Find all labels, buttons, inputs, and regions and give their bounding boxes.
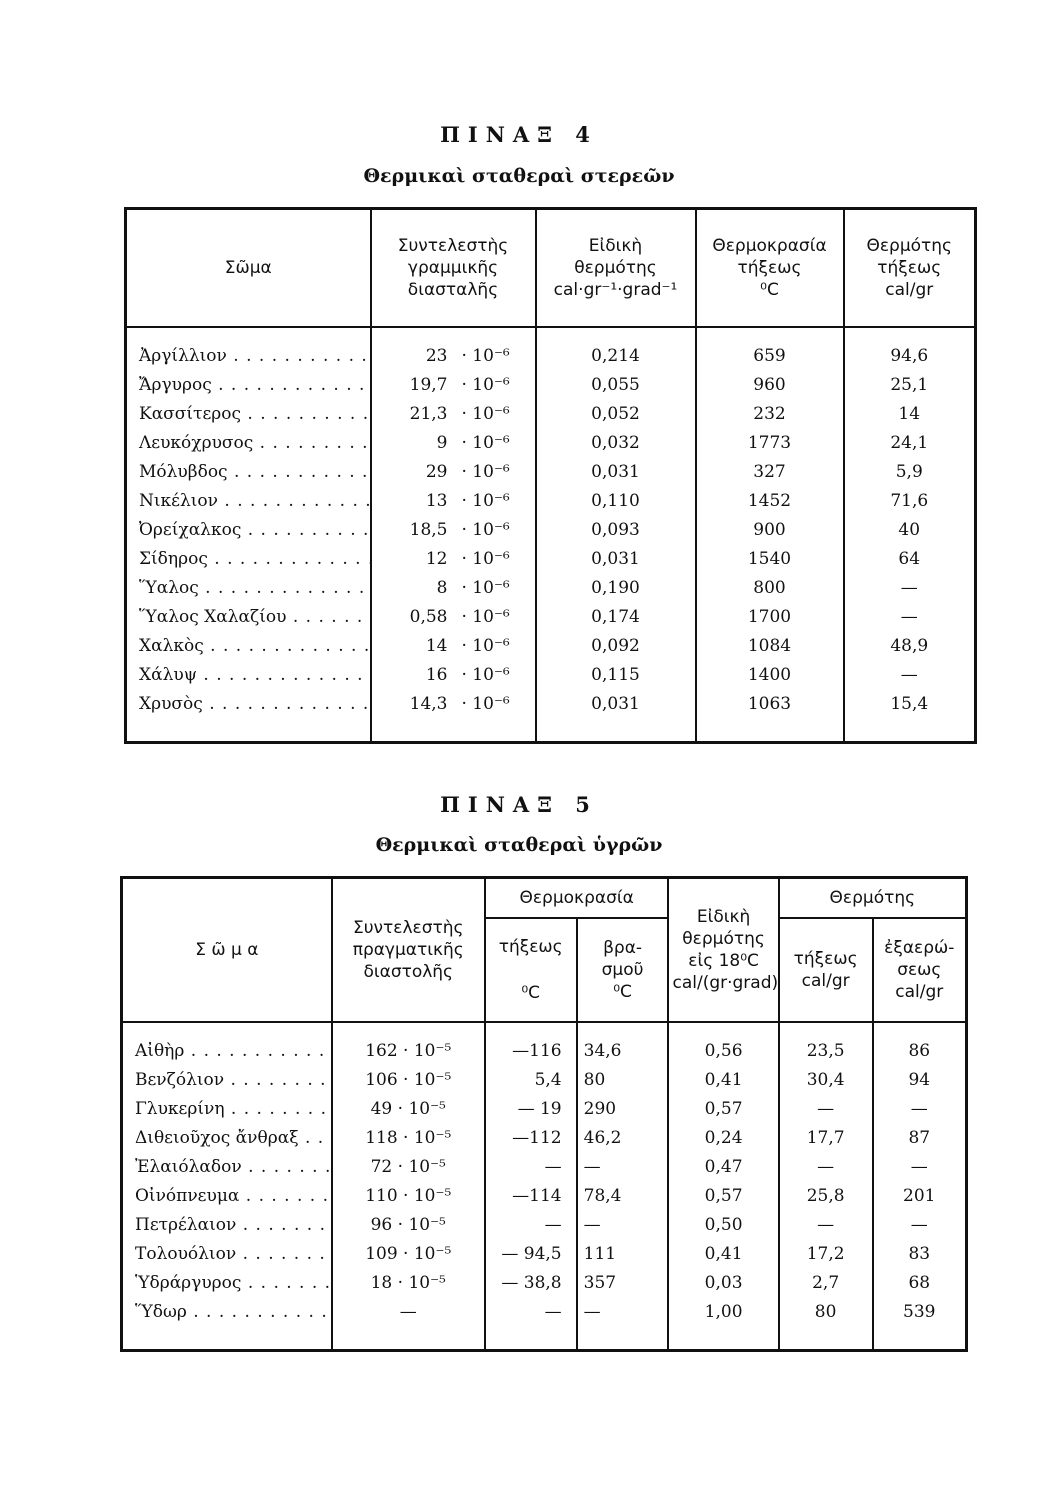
coefficient-value: 14,3 xyxy=(409,694,448,714)
specific-heat: 0,41 xyxy=(668,1066,778,1095)
table-row xyxy=(126,400,976,429)
specific-heat: 0,214 xyxy=(536,327,696,371)
boiling-temperature: 111 xyxy=(577,1240,669,1269)
table-row xyxy=(126,632,976,661)
substance-name: Γλυκερίνη . . . xyxy=(122,1095,332,1124)
table-row xyxy=(122,1124,967,1153)
table-row xyxy=(122,1095,967,1124)
melting-temperature: 1700 xyxy=(696,603,844,632)
heat-of-fusion: 80 xyxy=(779,1298,873,1351)
heat-of-vaporization: 86 xyxy=(873,1022,967,1066)
heat-of-vaporization: — xyxy=(873,1153,967,1182)
table5-title: ΠΙΝΑΞ 5 xyxy=(440,792,598,817)
expansion-coefficient xyxy=(371,545,536,574)
table4-title: ΠΙΝΑΞ 4 xyxy=(440,122,598,147)
heat-of-fusion: 64 xyxy=(844,545,976,574)
heat-of-fusion: — xyxy=(844,603,976,632)
heat-of-vaporization: 68 xyxy=(873,1269,967,1298)
substance-name: Ἀργίλλιον . . . xyxy=(126,327,371,371)
specific-heat: 0,052 xyxy=(536,400,696,429)
specific-heat: 0,092 xyxy=(536,632,696,661)
specific-heat: 0,57 xyxy=(668,1182,778,1211)
expansion-coefficient xyxy=(371,574,536,603)
heat-of-fusion: 25,8 xyxy=(779,1182,873,1211)
substance-name: Πετρέλαιον . . . xyxy=(122,1211,332,1240)
substance-name: Ἐλαιόλαδον . . . xyxy=(122,1153,332,1182)
table-row xyxy=(126,371,976,400)
heat-of-fusion: 17,7 xyxy=(779,1124,873,1153)
expansion-coefficient xyxy=(371,400,536,429)
coefficient-exponent: · 10⁻⁶ xyxy=(461,462,510,482)
coefficient-exponent: · 10⁻⁶ xyxy=(461,607,510,627)
table5-header-melt-heat: τήξεως cal/gr xyxy=(779,918,873,1022)
specific-heat: 0,56 xyxy=(668,1022,778,1066)
specific-heat: 0,57 xyxy=(668,1095,778,1124)
melting-temperature: 1773 xyxy=(696,429,844,458)
heat-of-fusion: 17,2 xyxy=(779,1240,873,1269)
coefficient-value: 29 xyxy=(425,462,448,482)
melting-temperature: 1063 xyxy=(696,690,844,743)
specific-heat: 0,032 xyxy=(536,429,696,458)
substance-name: Λευκόχρυσος . . . xyxy=(126,429,371,458)
heat-of-vaporization: 201 xyxy=(873,1182,967,1211)
heat-of-vaporization: 83 xyxy=(873,1240,967,1269)
expansion-coefficient: — xyxy=(332,1298,485,1351)
expansion-coefficient xyxy=(371,327,536,371)
table-row xyxy=(126,458,976,487)
specific-heat: 0,031 xyxy=(536,545,696,574)
coefficient-value: 9 xyxy=(436,433,448,453)
melting-temperature: —116 xyxy=(485,1022,577,1066)
coefficient-exponent: · 10⁻⁶ xyxy=(461,375,510,395)
table-row xyxy=(126,429,976,458)
expansion-coefficient: 18 · 10⁻⁵ xyxy=(332,1269,485,1298)
substance-name: Βενζόλιον . . . xyxy=(122,1066,332,1095)
coefficient-value: 8 xyxy=(436,578,448,598)
substance-name: Ἄργυρος . . . xyxy=(126,371,371,400)
table-row xyxy=(126,574,976,603)
melting-temperature: 659 xyxy=(696,327,844,371)
heat-of-fusion: 14 xyxy=(844,400,976,429)
coefficient-exponent: · 10⁻⁶ xyxy=(461,433,510,453)
heat-of-vaporization: — xyxy=(873,1095,967,1124)
table5-header-evap-heat: ἐξαερώ- σεως cal/gr xyxy=(873,918,967,1022)
coefficient-value: 12 xyxy=(425,549,448,569)
table5-header-specific-heat: Εἰδικὴ θερμότης εἰς 18⁰C cal/(gr·grad) xyxy=(668,878,778,1022)
specific-heat: 0,03 xyxy=(668,1269,778,1298)
table4-header-melt-temp: Θερμοκρασία τήξεως ⁰C xyxy=(696,209,844,327)
table-row xyxy=(122,1066,967,1095)
table-row xyxy=(126,690,976,743)
heat-of-fusion: 25,1 xyxy=(844,371,976,400)
table4-header-expansion: Συντελεστὴς γραμμικῆς διασταλῆς xyxy=(371,209,536,327)
table4 xyxy=(124,207,977,744)
heat-of-fusion: 15,4 xyxy=(844,690,976,743)
expansion-coefficient: 162 · 10⁻⁵ xyxy=(332,1022,485,1066)
expansion-coefficient: 106 · 10⁻⁵ xyxy=(332,1066,485,1095)
table-row xyxy=(126,603,976,632)
coefficient-value: 0,58 xyxy=(409,607,448,627)
substance-name: Κασσίτερος . . . xyxy=(126,400,371,429)
melting-temperature: 1540 xyxy=(696,545,844,574)
table-row xyxy=(122,1182,967,1211)
coefficient-value: 21,3 xyxy=(409,404,448,424)
table-row xyxy=(122,1022,967,1066)
substance-name: Ὕαλος Χαλαζίου . . . xyxy=(126,603,371,632)
specific-heat: 0,190 xyxy=(536,574,696,603)
melting-temperature: 960 xyxy=(696,371,844,400)
table-row xyxy=(126,516,976,545)
melting-temperature: — xyxy=(485,1153,577,1182)
substance-name: Χαλκὸς . . . xyxy=(126,632,371,661)
specific-heat: 0,174 xyxy=(536,603,696,632)
boiling-temperature: 357 xyxy=(577,1269,669,1298)
heat-of-fusion: 94,6 xyxy=(844,327,976,371)
melting-temperature: — xyxy=(485,1298,577,1351)
coefficient-exponent: · 10⁻⁶ xyxy=(461,694,510,714)
heat-of-fusion: 71,6 xyxy=(844,487,976,516)
specific-heat: 0,031 xyxy=(536,458,696,487)
melting-temperature: —112 xyxy=(485,1124,577,1153)
boiling-temperature: 290 xyxy=(577,1095,669,1124)
heat-of-fusion: 40 xyxy=(844,516,976,545)
coefficient-exponent: · 10⁻⁶ xyxy=(461,346,510,366)
table4-subtitle: Θερμικαὶ σταθεραὶ στερεῶν xyxy=(363,165,675,187)
melting-temperature: 1452 xyxy=(696,487,844,516)
expansion-coefficient xyxy=(371,458,536,487)
melting-temperature: — 19 xyxy=(485,1095,577,1124)
substance-name: Χρυσὸς . . . xyxy=(126,690,371,743)
melting-temperature: 900 xyxy=(696,516,844,545)
expansion-coefficient xyxy=(371,661,536,690)
table-row xyxy=(122,1211,967,1240)
expansion-coefficient: 109 · 10⁻⁵ xyxy=(332,1240,485,1269)
table-row xyxy=(122,1153,967,1182)
specific-heat: 0,50 xyxy=(668,1211,778,1240)
specific-heat: 0,115 xyxy=(536,661,696,690)
melting-temperature: 327 xyxy=(696,458,844,487)
heat-of-vaporization: — xyxy=(873,1211,967,1240)
melting-temperature: — 94,5 xyxy=(485,1240,577,1269)
table-row xyxy=(126,661,976,690)
expansion-coefficient: 49 · 10⁻⁵ xyxy=(332,1095,485,1124)
coefficient-value: 14 xyxy=(425,636,448,656)
melting-temperature: 1400 xyxy=(696,661,844,690)
specific-heat: 0,47 xyxy=(668,1153,778,1182)
heat-of-vaporization: 539 xyxy=(873,1298,967,1351)
coefficient-exponent: · 10⁻⁶ xyxy=(461,520,510,540)
melting-temperature: 1084 xyxy=(696,632,844,661)
expansion-coefficient xyxy=(371,371,536,400)
substance-name: Μόλυβδος . . . xyxy=(126,458,371,487)
coefficient-value: 23 xyxy=(425,346,448,366)
specific-heat: 0,031 xyxy=(536,690,696,743)
heat-of-fusion: — xyxy=(779,1153,873,1182)
coefficient-exponent: · 10⁻⁶ xyxy=(461,404,510,424)
expansion-coefficient: 72 · 10⁻⁵ xyxy=(332,1153,485,1182)
boiling-temperature: 80 xyxy=(577,1066,669,1095)
heat-of-fusion: 23,5 xyxy=(779,1022,873,1066)
coefficient-value: 18,5 xyxy=(409,520,448,540)
substance-name: Ὕδωρ . . . xyxy=(122,1298,332,1351)
specific-heat: 0,110 xyxy=(536,487,696,516)
specific-heat: 0,055 xyxy=(536,371,696,400)
specific-heat: 0,24 xyxy=(668,1124,778,1153)
substance-name: Σίδηρος . . . xyxy=(126,545,371,574)
table-row xyxy=(122,1298,967,1351)
substance-name: Ὕαλος . . . xyxy=(126,574,371,603)
specific-heat: 1,00 xyxy=(668,1298,778,1351)
expansion-coefficient xyxy=(371,516,536,545)
coefficient-exponent: · 10⁻⁶ xyxy=(461,665,510,685)
expansion-coefficient xyxy=(371,429,536,458)
heat-of-fusion: — xyxy=(779,1095,873,1124)
coefficient-value: 16 xyxy=(425,665,448,685)
specific-heat: 0,41 xyxy=(668,1240,778,1269)
expansion-coefficient: 118 · 10⁻⁵ xyxy=(332,1124,485,1153)
boiling-temperature: — xyxy=(577,1153,669,1182)
melting-temperature: — xyxy=(485,1211,577,1240)
coefficient-exponent: · 10⁻⁶ xyxy=(461,549,510,569)
specific-heat: 0,093 xyxy=(536,516,696,545)
substance-name: Οἰνόπνευμα . . . xyxy=(122,1182,332,1211)
coefficient-exponent: · 10⁻⁶ xyxy=(461,636,510,656)
substance-name: Διθειοῦχος ἄνθραξ . . . xyxy=(122,1124,332,1153)
melting-temperature: 232 xyxy=(696,400,844,429)
coefficient-exponent: · 10⁻⁶ xyxy=(461,491,510,511)
table4-header-melt-heat: Θερμότης τήξεως cal/gr xyxy=(844,209,976,327)
heat-of-fusion: 2,7 xyxy=(779,1269,873,1298)
expansion-coefficient xyxy=(371,632,536,661)
substance-name: Ὑδράργυρος . . . xyxy=(122,1269,332,1298)
table5 xyxy=(120,876,968,1352)
heat-of-fusion: — xyxy=(844,574,976,603)
table-row xyxy=(126,327,976,371)
coefficient-value: 19,7 xyxy=(409,375,448,395)
boiling-temperature: 78,4 xyxy=(577,1182,669,1211)
expansion-coefficient: 110 · 10⁻⁵ xyxy=(332,1182,485,1211)
table5-header-temperature: Θερμοκρασία xyxy=(485,878,669,918)
coefficient-exponent: · 10⁻⁶ xyxy=(461,578,510,598)
expansion-coefficient: 96 · 10⁻⁵ xyxy=(332,1211,485,1240)
coefficient-value: 13 xyxy=(425,491,448,511)
table5-header-melt: τήξεως ⁰C xyxy=(485,918,577,1022)
boiling-temperature: — xyxy=(577,1211,669,1240)
table5-header-heat: Θερμότης xyxy=(779,878,967,918)
table4-header-body: Σῶμα xyxy=(126,209,371,327)
table5-header-body: Σ ῶ μ α xyxy=(122,878,332,1022)
table5-header-boil: βρα- σμοῦ ⁰C xyxy=(577,918,669,1022)
expansion-coefficient xyxy=(371,603,536,632)
heat-of-fusion: 48,9 xyxy=(844,632,976,661)
heat-of-fusion: — xyxy=(779,1211,873,1240)
boiling-temperature: 46,2 xyxy=(577,1124,669,1153)
melting-temperature: 5,4 xyxy=(485,1066,577,1095)
boiling-temperature: 34,6 xyxy=(577,1022,669,1066)
heat-of-fusion: 5,9 xyxy=(844,458,976,487)
substance-name: Χάλυψ . . . xyxy=(126,661,371,690)
heat-of-vaporization: 94 xyxy=(873,1066,967,1095)
expansion-coefficient xyxy=(371,487,536,516)
table4-header-specific-heat: Εἰδικὴ θερμότης cal·gr⁻¹·grad⁻¹ xyxy=(536,209,696,327)
table-row xyxy=(122,1269,967,1298)
table5-subtitle: Θερμικαὶ σταθεραὶ ὑγρῶν xyxy=(375,834,663,856)
heat-of-fusion: — xyxy=(844,661,976,690)
heat-of-vaporization: 87 xyxy=(873,1124,967,1153)
boiling-temperature: — xyxy=(577,1298,669,1351)
melting-temperature: —114 xyxy=(485,1182,577,1211)
table-row xyxy=(122,1240,967,1269)
substance-name: Νικέλιον . . . xyxy=(126,487,371,516)
substance-name: Αἰθὴρ . . . xyxy=(122,1022,332,1066)
substance-name: Ὀρείχαλκος . . . xyxy=(126,516,371,545)
heat-of-fusion: 24,1 xyxy=(844,429,976,458)
table5-header-expansion: Συντελεστὴς πραγματικῆς διαστολῆς xyxy=(332,878,485,1022)
expansion-coefficient xyxy=(371,690,536,743)
melting-temperature: — 38,8 xyxy=(485,1269,577,1298)
melting-temperature: 800 xyxy=(696,574,844,603)
substance-name: Τολουόλιον . . . xyxy=(122,1240,332,1269)
table-row xyxy=(126,545,976,574)
heat-of-fusion: 30,4 xyxy=(779,1066,873,1095)
table-row xyxy=(126,487,976,516)
